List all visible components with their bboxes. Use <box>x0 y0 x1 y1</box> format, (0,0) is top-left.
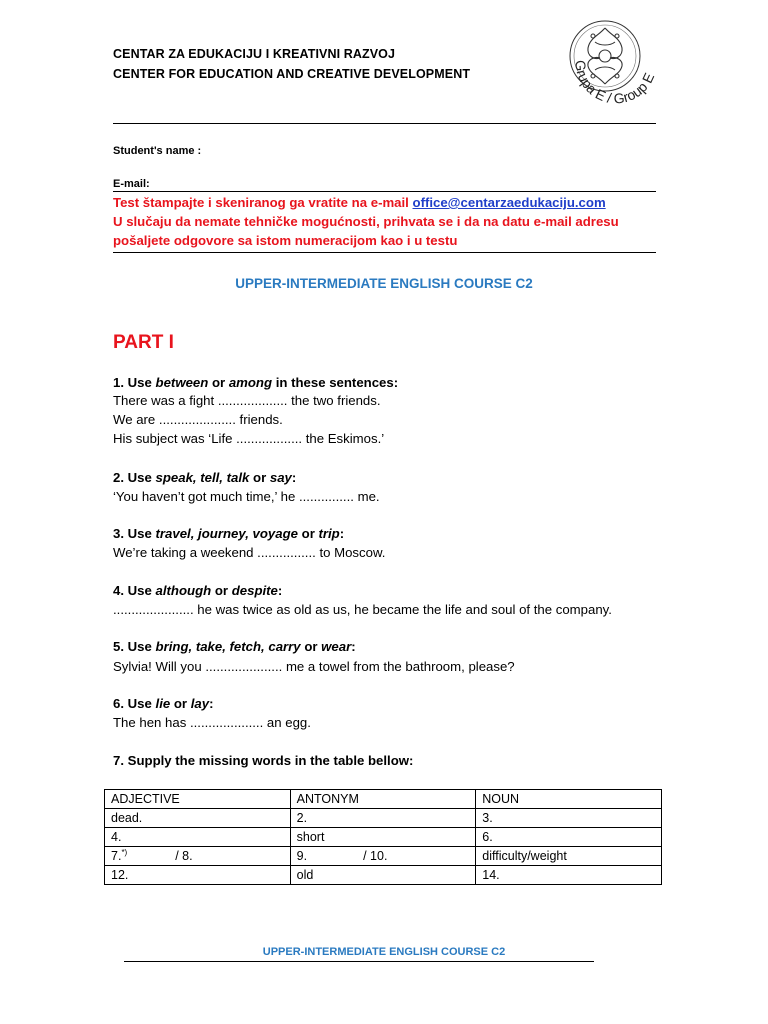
table-cell: 12. <box>105 866 291 885</box>
table-cell: old <box>290 866 476 885</box>
instructions-divider <box>113 252 656 253</box>
table-cell: 4. <box>105 828 291 847</box>
table-row <box>105 847 662 866</box>
table-row <box>105 828 662 847</box>
question-7: 7. Supply the missing words in the table bellow: <box>113 753 414 768</box>
question-1-line-2: We are ..................... friends. <box>113 412 283 427</box>
table-row <box>105 866 662 885</box>
table-cell: difficulty/weight <box>476 847 662 866</box>
seal-logo <box>560 8 670 118</box>
header-line-2: CENTER FOR EDUCATION AND CREATIVE DEVELOPMENT <box>113 67 471 81</box>
instruction-line-1: Test štampajte i skeniranog ga vratite na e-mail office@centarzaedukaciju.com <box>113 195 606 210</box>
question-5: 5. Use bring, take, fetch, carry or wear: <box>113 639 356 654</box>
question-1-line-3: His subject was ‘Life .................. the Eskimos.’ <box>113 431 385 446</box>
question-6: 6. Use lie or lay: <box>113 696 214 711</box>
table-cell: 3. <box>476 809 662 828</box>
part-title: PART I <box>113 332 174 353</box>
question-3-line-1: We’re taking a weekend ................ to Moscow. <box>113 545 386 560</box>
instruction-line-2: U slučaju da nemate tehničke mogućnosti, prihvata se i da na datu e-mail adresu <box>113 214 619 229</box>
table-cell: 9. / 10. <box>290 847 476 866</box>
table-cell: 7.*) / 8. <box>105 847 291 866</box>
svg-text:Grupa E / Group E <box>572 60 657 107</box>
table-cell: 2. <box>290 809 476 828</box>
question-2: 2. Use speak, tell, talk or say: <box>113 470 297 485</box>
table-cell: 6. <box>476 828 662 847</box>
seal-text: Grupa E / Group E <box>572 59 658 107</box>
header-divider <box>113 123 656 124</box>
ornament-icon <box>588 28 622 84</box>
table-header-cell: ANTONYM <box>290 790 476 809</box>
question-5-line-1: Sylvia! Will you ..................... me a towel from the bathroom, please? <box>113 659 515 674</box>
footnote-marker: *) <box>121 847 128 857</box>
vocabulary-table <box>104 789 662 885</box>
question-1-line-1: There was a fight ................... the two friends. <box>113 393 381 408</box>
question-4: 4. Use although or despite: <box>113 583 283 598</box>
footer-title: UPPER-INTERMEDIATE ENGLISH COURSE C2 <box>262 946 506 958</box>
instruction-line-3: pošaljete odgovore sa istom numeracijom kao i u testu <box>113 233 458 248</box>
footer-divider <box>124 961 594 962</box>
email-link[interactable]: office@centarzaedukaciju.com <box>412 195 606 210</box>
table-row <box>105 809 662 828</box>
table-header-cell: NOUN <box>476 790 662 809</box>
question-4-line-1: ...................... he was twice as old as us, he became the life and soul of the company. <box>113 602 612 617</box>
table-cell: dead. <box>105 809 291 828</box>
question-6-line-1: The hen has .................... an egg. <box>113 715 311 730</box>
course-title: UPPER-INTERMEDIATE ENGLISH COURSE C2 <box>235 276 533 291</box>
table-cell: 14. <box>476 866 662 885</box>
table-header-row <box>105 790 662 809</box>
table-cell: short <box>290 828 476 847</box>
email-line <box>113 191 656 192</box>
question-2-line-1: ‘You haven’t got much time,’ he ............... me. <box>113 489 380 504</box>
header-line-1: CENTAR ZA EDUKACIJU I KREATIVNI RAZVOJ <box>113 47 396 61</box>
question-1: 1. Use between or among in these sentences: <box>113 375 399 390</box>
email-label: E-mail: <box>113 178 150 190</box>
question-3: 3. Use travel, journey, voyage or trip: <box>113 526 345 541</box>
table-header-cell: ADJECTIVE <box>105 790 291 809</box>
student-name-label: Student's name : <box>113 145 202 157</box>
